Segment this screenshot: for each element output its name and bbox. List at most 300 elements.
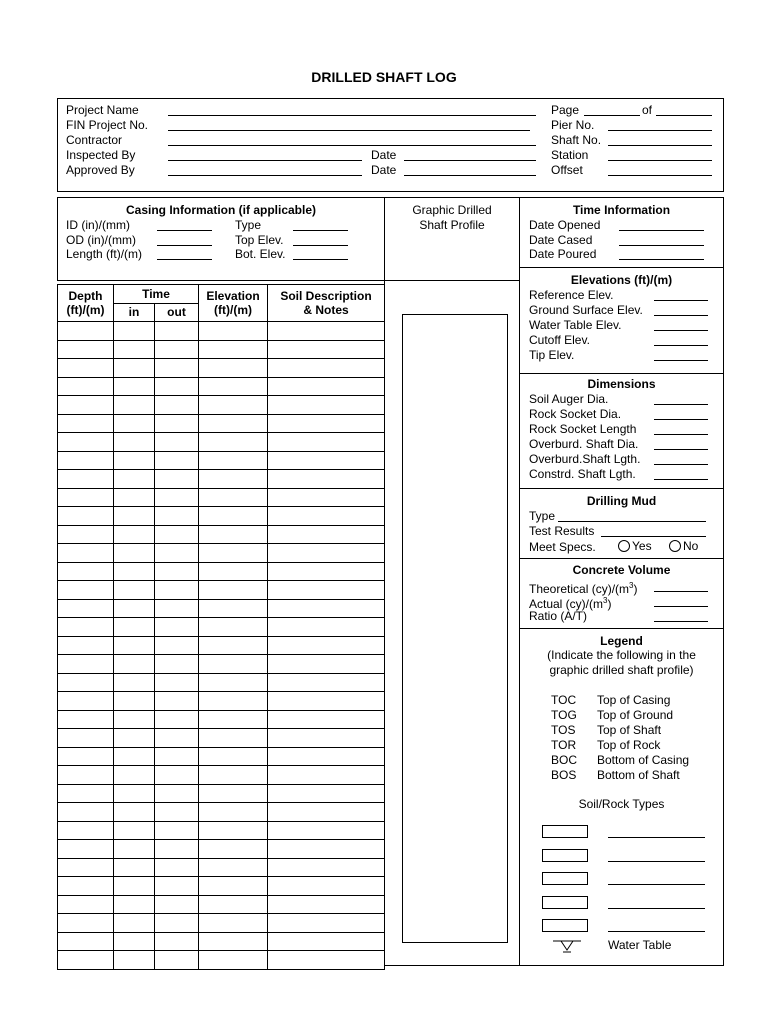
table-row [58, 932, 385, 951]
profile-title-line1: Graphic Drilled [412, 203, 492, 217]
cell-time-in[interactable] [114, 544, 155, 563]
label-date-opened: Date Opened [529, 218, 601, 232]
cell-soil-notes[interactable] [268, 655, 385, 674]
cell-elevation[interactable] [199, 710, 268, 729]
cell-elevation[interactable] [199, 470, 268, 489]
depth-h2: (ft)/(m) [66, 303, 105, 317]
cell-soil-notes[interactable] [268, 636, 385, 655]
cell-time-in[interactable] [114, 396, 155, 415]
cell-depth[interactable] [58, 340, 114, 359]
label-contractor: Contractor [66, 133, 123, 147]
label-inspected-by: Inspected By [66, 148, 136, 162]
field-mud-type[interactable] [558, 521, 706, 522]
dimension-field[interactable] [654, 464, 708, 465]
cell-time-out[interactable] [155, 655, 199, 674]
cell-depth[interactable] [58, 581, 114, 600]
cell-time-out[interactable] [155, 414, 199, 433]
cell-time-out[interactable] [155, 618, 199, 637]
cell-depth[interactable] [58, 618, 114, 637]
legend-code: BOC [551, 753, 578, 767]
label-casing-length: Length (ft)/(m) [66, 247, 143, 261]
cell-time-out[interactable] [155, 784, 199, 803]
theo-text: Theoretical (cy)/(m [529, 582, 630, 596]
field-page-of[interactable] [656, 115, 712, 116]
cell-soil-notes[interactable] [268, 414, 385, 433]
cell-depth[interactable] [58, 710, 114, 729]
cell-time-in[interactable] [114, 451, 155, 470]
cell-time-in[interactable] [114, 821, 155, 840]
depth-h1: Depth [68, 289, 103, 303]
dimension-label: Overburd. Shaft Dia. [529, 437, 639, 451]
field-shaft-no[interactable] [608, 145, 712, 146]
cell-time-out[interactable] [155, 544, 199, 563]
cell-time-out[interactable] [155, 340, 199, 359]
cell-soil-notes[interactable] [268, 932, 385, 951]
label-meet-specs: Meet Specs. [529, 540, 596, 554]
cell-time-out[interactable] [155, 525, 199, 544]
cell-time-in[interactable] [114, 803, 155, 822]
cell-time-in[interactable] [114, 673, 155, 692]
legend-subtitle-1: (Indicate the following in the [547, 648, 696, 662]
cell-depth[interactable] [58, 599, 114, 618]
cell-soil-notes[interactable] [268, 377, 385, 396]
cell-time-out[interactable] [155, 488, 199, 507]
cell-depth[interactable] [58, 895, 114, 914]
cell-depth[interactable] [58, 932, 114, 951]
label-station: Station [551, 148, 589, 162]
cell-depth[interactable] [58, 544, 114, 563]
dimension-field[interactable] [654, 479, 708, 480]
label-casing-bot-elev: Bot. Elev. [235, 247, 286, 261]
soil-type-field[interactable] [608, 884, 705, 885]
table-row [58, 618, 385, 637]
cell-elevation[interactable] [199, 932, 268, 951]
label-mud-type: Type [529, 509, 556, 523]
cell-elevation[interactable] [199, 821, 268, 840]
field-test-results[interactable] [601, 536, 706, 537]
cell-soil-notes[interactable] [268, 581, 385, 600]
cell-elevation[interactable] [199, 359, 268, 378]
cell-depth[interactable] [58, 377, 114, 396]
cell-depth[interactable] [58, 803, 114, 822]
cell-time-out[interactable] [155, 766, 199, 785]
cell-soil-notes[interactable] [268, 821, 385, 840]
soil-h2: & Notes [303, 303, 349, 317]
cell-elevation[interactable] [199, 655, 268, 674]
soil-type-field[interactable] [608, 837, 705, 838]
cell-depth[interactable] [58, 914, 114, 933]
table-row [58, 692, 385, 711]
cell-soil-notes[interactable] [268, 914, 385, 933]
soil-type-field[interactable] [608, 861, 705, 862]
cell-depth[interactable] [58, 359, 114, 378]
cell-depth[interactable] [58, 414, 114, 433]
label-inspected-date: Date [371, 148, 397, 162]
cell-time-in[interactable] [114, 618, 155, 637]
cell-elevation[interactable] [199, 618, 268, 637]
col-elevation [199, 285, 268, 322]
label-approved-date: Date [371, 163, 397, 177]
table-row [58, 784, 385, 803]
cell-time-out[interactable] [155, 562, 199, 581]
field-casing-od[interactable] [157, 245, 212, 246]
cell-time-out[interactable] [155, 821, 199, 840]
cell-time-out[interactable] [155, 803, 199, 822]
cell-time-in[interactable] [114, 525, 155, 544]
cell-time-in[interactable] [114, 322, 155, 341]
cell-elevation[interactable] [199, 673, 268, 692]
label-approved-by: Approved By [66, 163, 135, 177]
field-ratio[interactable] [654, 621, 708, 622]
field-inspected-by[interactable] [168, 160, 362, 161]
cell-time-in[interactable] [114, 858, 155, 877]
field-fin-project-no[interactable] [168, 130, 530, 131]
table-row [58, 562, 385, 581]
dimension-field[interactable] [654, 434, 708, 435]
cell-time-in[interactable] [114, 470, 155, 489]
cell-elevation[interactable] [199, 895, 268, 914]
label-shaft-no: Shaft No. [551, 133, 602, 147]
elevation-field[interactable] [654, 315, 708, 316]
cell-elevation[interactable] [199, 322, 268, 341]
field-pier-no[interactable] [608, 130, 712, 131]
cell-soil-notes[interactable] [268, 784, 385, 803]
field-approved-date[interactable] [404, 175, 536, 176]
cell-elevation[interactable] [199, 803, 268, 822]
cell-time-in[interactable] [114, 655, 155, 674]
cell-time-in[interactable] [114, 932, 155, 951]
option-yes[interactable] [618, 539, 652, 553]
table-row [58, 636, 385, 655]
table-row [58, 322, 385, 341]
cell-time-out[interactable] [155, 377, 199, 396]
cell-soil-notes[interactable] [268, 525, 385, 544]
field-casing-id[interactable] [157, 230, 212, 231]
cell-time-in[interactable] [114, 488, 155, 507]
cell-elevation[interactable] [199, 507, 268, 526]
cell-depth[interactable] [58, 322, 114, 341]
cell-depth[interactable] [58, 396, 114, 415]
cell-soil-notes[interactable] [268, 729, 385, 748]
cell-time-in[interactable] [114, 951, 155, 970]
cell-time-out[interactable] [155, 951, 199, 970]
dimension-label: Rock Socket Length [529, 422, 637, 436]
table-row [58, 488, 385, 507]
cell-elevation[interactable] [199, 377, 268, 396]
cell-depth[interactable] [58, 673, 114, 692]
legend-code: TOS [551, 723, 576, 737]
cell-time-out[interactable] [155, 451, 199, 470]
field-date-cased[interactable] [619, 245, 704, 246]
soil-type-swatch[interactable] [542, 919, 588, 932]
cell-time-out[interactable] [155, 692, 199, 711]
cell-time-in[interactable] [114, 766, 155, 785]
field-page[interactable] [584, 115, 640, 116]
cell-soil-notes[interactable] [268, 507, 385, 526]
cell-time-out[interactable] [155, 636, 199, 655]
cell-soil-notes[interactable] [268, 710, 385, 729]
cell-depth[interactable] [58, 821, 114, 840]
cell-soil-notes[interactable] [268, 396, 385, 415]
cell-soil-notes[interactable] [268, 340, 385, 359]
elevations-title: Elevations (ft)/(m) [570, 273, 673, 287]
cell-time-out[interactable] [155, 599, 199, 618]
cell-depth[interactable] [58, 433, 114, 452]
cell-time-in[interactable] [114, 895, 155, 914]
cell-elevation[interactable] [199, 451, 268, 470]
cell-elevation[interactable] [199, 766, 268, 785]
cell-soil-notes[interactable] [268, 747, 385, 766]
cell-time-in[interactable] [114, 507, 155, 526]
elevation-field[interactable] [654, 300, 708, 301]
cell-time-in[interactable] [114, 729, 155, 748]
cell-time-out[interactable] [155, 895, 199, 914]
table-row [58, 747, 385, 766]
cell-time-out[interactable] [155, 914, 199, 933]
cell-depth[interactable] [58, 766, 114, 785]
cell-elevation[interactable] [199, 414, 268, 433]
cell-soil-notes[interactable] [268, 803, 385, 822]
field-casing-type[interactable] [293, 230, 348, 231]
dimension-field[interactable] [654, 419, 708, 420]
cell-time-in[interactable] [114, 710, 155, 729]
field-offset[interactable] [608, 175, 712, 176]
legend-desc: Bottom of Casing [597, 753, 690, 767]
cell-soil-notes[interactable] [268, 673, 385, 692]
cell-soil-notes[interactable] [268, 895, 385, 914]
cell-elevation[interactable] [199, 599, 268, 618]
cell-elevation[interactable] [199, 840, 268, 859]
cell-elevation[interactable] [199, 914, 268, 933]
field-approved-by[interactable] [168, 175, 362, 176]
cell-elevation[interactable] [199, 581, 268, 600]
soil-type-swatch[interactable] [542, 872, 588, 885]
cell-time-out[interactable] [155, 673, 199, 692]
cell-time-out[interactable] [155, 729, 199, 748]
cell-time-out[interactable] [155, 840, 199, 859]
table-row [58, 359, 385, 378]
cell-time-out[interactable] [155, 581, 199, 600]
label-casing-top-elev: Top Elev. [235, 233, 284, 247]
field-actual[interactable] [654, 606, 708, 607]
cell-soil-notes[interactable] [268, 951, 385, 970]
cell-depth[interactable] [58, 877, 114, 896]
cell-time-out[interactable] [155, 507, 199, 526]
cell-elevation[interactable] [199, 951, 268, 970]
label-date-poured: Date Poured [529, 247, 597, 261]
field-casing-bot-elev[interactable] [293, 259, 348, 260]
label-page: Page [551, 103, 580, 117]
cell-time-out[interactable] [155, 710, 199, 729]
cell-depth[interactable] [58, 729, 114, 748]
yes-radio-icon[interactable] [618, 540, 630, 552]
label-date-cased: Date Cased [529, 233, 593, 247]
cell-time-in[interactable] [114, 840, 155, 859]
cell-time-out[interactable] [155, 877, 199, 896]
dimension-label: Overburd.Shaft Lgth. [529, 452, 641, 466]
cell-depth[interactable] [58, 784, 114, 803]
dimension-field[interactable] [654, 449, 708, 450]
elevation-label: Ground Surface Elev. [529, 303, 643, 317]
cell-depth[interactable] [58, 840, 114, 859]
cell-time-in[interactable] [114, 599, 155, 618]
elevation-field[interactable] [654, 360, 708, 361]
elevation-label: Cutoff Elev. [529, 333, 590, 347]
legend-code: BOS [551, 768, 577, 782]
cell-soil-notes[interactable] [268, 433, 385, 452]
cell-time-out[interactable] [155, 359, 199, 378]
cell-soil-notes[interactable] [268, 544, 385, 563]
label-casing-id: ID (in)/(mm) [66, 218, 130, 232]
table-row [58, 507, 385, 526]
cell-time-out[interactable] [155, 470, 199, 489]
table-row [58, 710, 385, 729]
cell-time-out[interactable] [155, 858, 199, 877]
cell-elevation[interactable] [199, 433, 268, 452]
cell-elevation[interactable] [199, 636, 268, 655]
cell-elevation[interactable] [199, 525, 268, 544]
cell-depth[interactable] [58, 470, 114, 489]
table-row [58, 895, 385, 914]
cell-soil-notes[interactable] [268, 488, 385, 507]
cell-depth[interactable] [58, 655, 114, 674]
cell-depth[interactable] [58, 636, 114, 655]
table-row [58, 673, 385, 692]
shaft-profile-drawing-area[interactable] [402, 314, 508, 943]
cell-elevation[interactable] [199, 729, 268, 748]
option-no[interactable] [669, 539, 698, 553]
legend-code: TOG [551, 708, 577, 722]
no-radio-icon[interactable] [669, 540, 681, 552]
cell-elevation[interactable] [199, 877, 268, 896]
table-row [58, 340, 385, 359]
cell-depth[interactable] [58, 858, 114, 877]
cell-time-in[interactable] [114, 692, 155, 711]
actual-sup: 3 [603, 596, 608, 605]
cell-time-in[interactable] [114, 414, 155, 433]
cell-soil-notes[interactable] [268, 766, 385, 785]
cell-time-in[interactable] [114, 562, 155, 581]
legend-code: TOR [551, 738, 577, 752]
cell-soil-notes[interactable] [268, 562, 385, 581]
cell-time-in[interactable] [114, 340, 155, 359]
cell-soil-notes[interactable] [268, 877, 385, 896]
cell-soil-notes[interactable] [268, 858, 385, 877]
field-date-poured[interactable] [619, 259, 704, 260]
soil-type-field[interactable] [608, 908, 705, 909]
field-date-opened[interactable] [619, 230, 704, 231]
legend-code: TOC [551, 693, 577, 707]
field-inspected-date[interactable] [404, 160, 536, 161]
table-row [58, 914, 385, 933]
cell-depth[interactable] [58, 562, 114, 581]
cell-soil-notes[interactable] [268, 470, 385, 489]
dimensions-title: Dimensions [587, 377, 656, 391]
cell-soil-notes[interactable] [268, 618, 385, 637]
cell-soil-notes[interactable] [268, 840, 385, 859]
label-test-results: Test Results [529, 524, 595, 538]
cell-elevation[interactable] [199, 396, 268, 415]
cell-elevation[interactable] [199, 544, 268, 563]
actual-close: ) [607, 597, 612, 611]
cell-elevation[interactable] [199, 340, 268, 359]
col-depth [58, 285, 114, 322]
cell-time-in[interactable] [114, 747, 155, 766]
cell-time-in[interactable] [114, 377, 155, 396]
cell-depth[interactable] [58, 525, 114, 544]
cell-soil-notes[interactable] [268, 359, 385, 378]
table-row [58, 655, 385, 674]
field-casing-length[interactable] [157, 259, 212, 260]
cell-time-out[interactable] [155, 932, 199, 951]
cell-elevation[interactable] [199, 488, 268, 507]
cell-elevation[interactable] [199, 747, 268, 766]
field-theoretical[interactable] [654, 591, 708, 592]
field-contractor[interactable] [168, 145, 536, 146]
form-title: DRILLED SHAFT LOG [311, 69, 457, 85]
cell-time-in[interactable] [114, 359, 155, 378]
theo-sup: 3 [629, 581, 634, 590]
cell-time-out[interactable] [155, 396, 199, 415]
cell-soil-notes[interactable] [268, 451, 385, 470]
label-casing-type: Type [235, 218, 262, 232]
cell-depth[interactable] [58, 488, 114, 507]
cell-depth[interactable] [58, 451, 114, 470]
legend-title: Legend [600, 634, 643, 648]
drilling-mud-title: Drilling Mud [586, 494, 657, 508]
table-row [58, 544, 385, 563]
field-project-name[interactable] [168, 115, 536, 116]
label-offset: Offset [551, 163, 583, 177]
cell-depth[interactable] [58, 507, 114, 526]
cell-time-in[interactable] [114, 433, 155, 452]
table-row [58, 470, 385, 489]
soil-type-swatch[interactable] [542, 825, 588, 838]
cell-time-out[interactable] [155, 322, 199, 341]
table-row [58, 858, 385, 877]
cell-time-out[interactable] [155, 747, 199, 766]
cell-time-in[interactable] [114, 581, 155, 600]
cell-time-out[interactable] [155, 433, 199, 452]
cell-soil-notes[interactable] [268, 692, 385, 711]
cell-elevation[interactable] [199, 692, 268, 711]
cell-time-in[interactable] [114, 784, 155, 803]
col-time: Time [114, 285, 199, 304]
field-casing-top-elev[interactable] [293, 245, 348, 246]
cell-depth[interactable] [58, 692, 114, 711]
field-station[interactable] [608, 160, 712, 161]
cell-depth[interactable] [58, 951, 114, 970]
water-table-label: Water Table [608, 938, 672, 952]
dimension-field[interactable] [654, 404, 708, 405]
cell-time-in[interactable] [114, 636, 155, 655]
cell-elevation[interactable] [199, 858, 268, 877]
cell-elevation[interactable] [199, 784, 268, 803]
cell-soil-notes[interactable] [268, 322, 385, 341]
cell-elevation[interactable] [199, 562, 268, 581]
cell-time-in[interactable] [114, 914, 155, 933]
elevation-field[interactable] [654, 330, 708, 331]
soil-type-swatch[interactable] [542, 849, 588, 862]
cell-time-in[interactable] [114, 877, 155, 896]
elevation-field[interactable] [654, 345, 708, 346]
cell-soil-notes[interactable] [268, 599, 385, 618]
soil-type-field[interactable] [608, 931, 705, 932]
legend-subtitle-2: graphic drilled shaft profile) [549, 663, 694, 677]
label-project-name: Project Name [66, 103, 139, 117]
cell-depth[interactable] [58, 747, 114, 766]
soil-type-swatch[interactable] [542, 896, 588, 909]
